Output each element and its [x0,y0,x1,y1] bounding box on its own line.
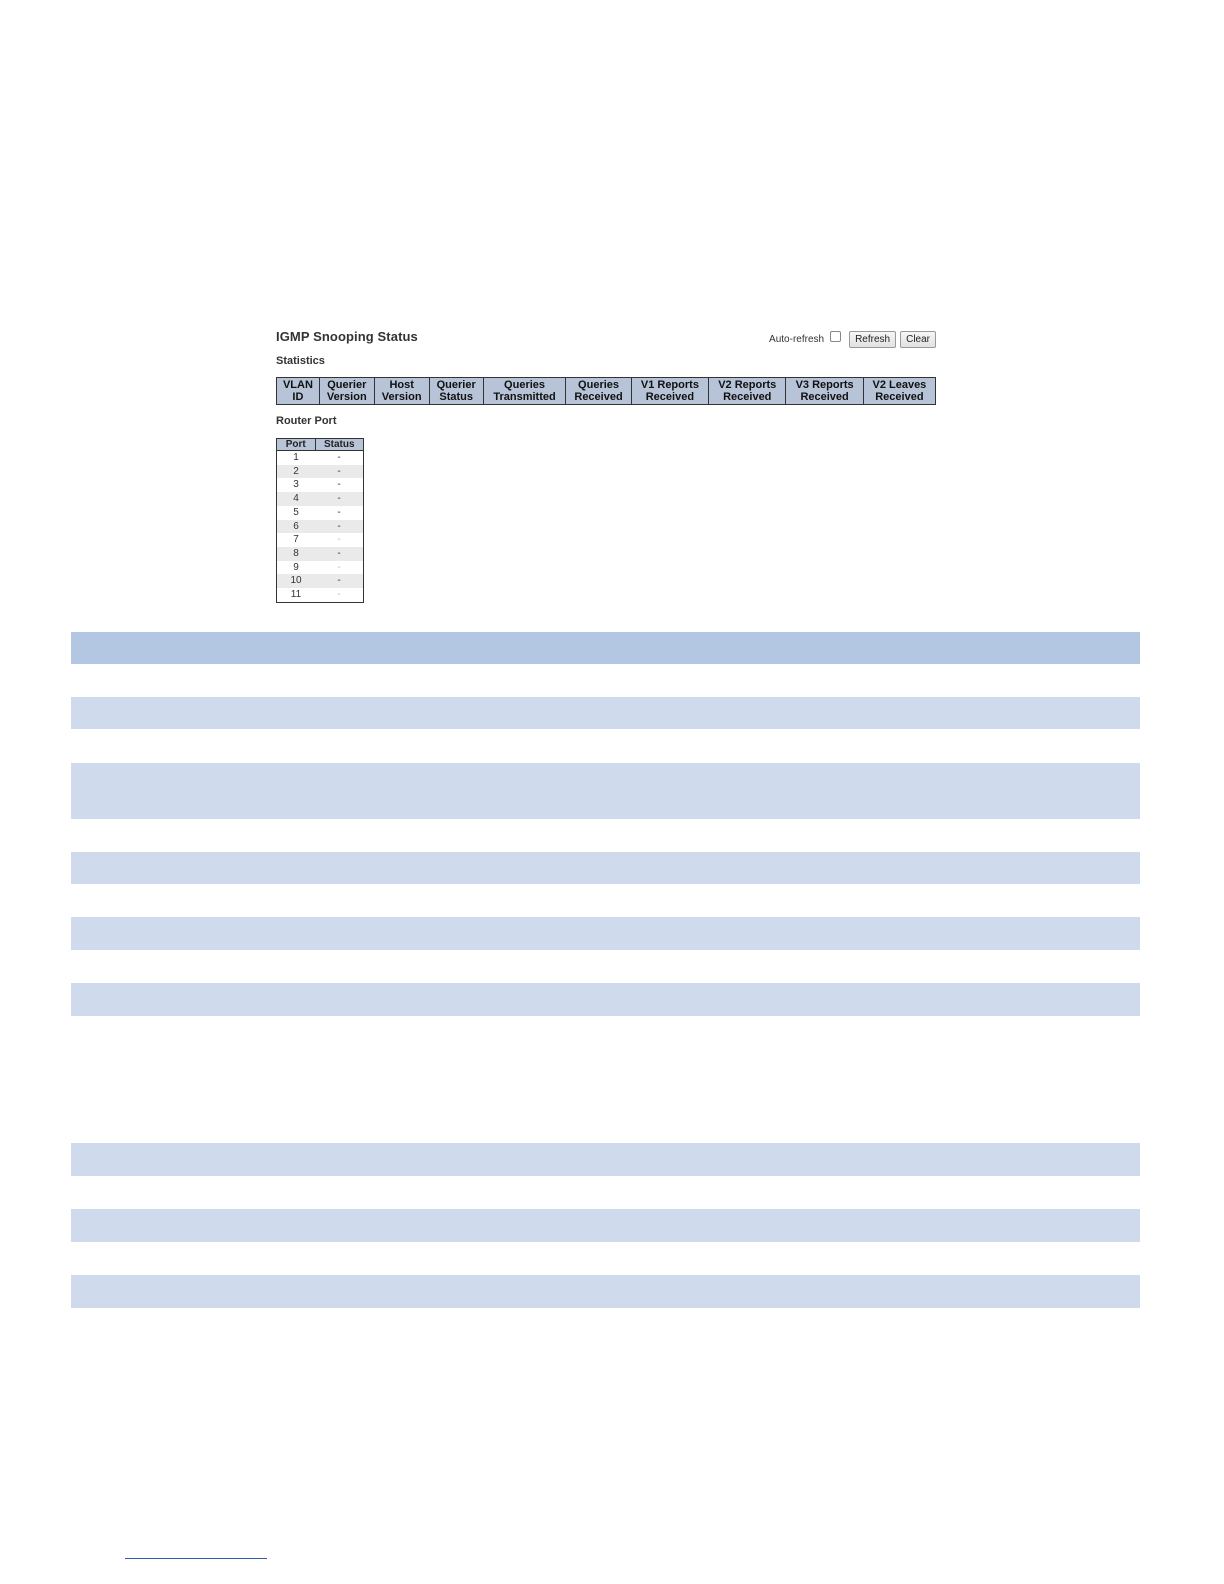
port-status: - [337,452,341,463]
stat-column-header [566,378,631,405]
stat-column-header [374,378,429,405]
stat-column-header [786,378,863,405]
table-row-band [71,983,1140,1016]
port-number: 10 [277,574,316,588]
port-status: - [315,492,364,506]
page-title: IGMP Snooping Status [276,329,418,344]
stat-column-header-line: Querier [327,379,367,391]
table-header-band [71,632,1140,664]
port-status: - [315,574,364,588]
router-port-table [276,438,364,603]
auto-refresh-label: Auto-refresh [769,334,825,345]
port-status: - [337,506,341,518]
port-number: 1 [293,452,299,463]
router-port-row [277,520,364,534]
stat-column-header [863,378,935,405]
stat-column-header-line: Received [574,391,623,403]
table-row-band [71,1209,1140,1242]
stat-column-header-line: Version [326,391,367,403]
stat-column-header [709,378,786,405]
port-status: - [315,520,364,534]
clear-button[interactable]: Clear [900,331,936,348]
stat-column-header [319,378,374,405]
port-status: - [315,547,364,561]
router-port-row [277,465,364,479]
stat-column-header-line: Received [875,391,924,403]
port-status: - [337,479,341,491]
port-status: - [337,589,341,601]
stat-column-header-line: VLAN [282,379,313,391]
stat-column-header-line: Received [800,391,849,403]
statistics-table [276,377,936,405]
router-port-header-row [277,439,364,451]
router-port-row [277,506,364,520]
auto-refresh-checkbox[interactable] [830,331,841,342]
router-port-row [277,574,364,588]
stat-column-header-line: Transmitted [493,391,556,403]
table-row-band [71,1143,1140,1176]
router-port-row [277,451,364,465]
port-number: 7 [293,534,299,546]
router-port-row [277,492,364,506]
table-row-band [71,917,1140,950]
stat-column-header-line: V2 Reports [718,379,777,391]
stat-column-header-line: Received [723,391,772,403]
router-port-heading: Router Port [276,415,337,427]
port-number: 9 [293,561,299,573]
table-row-band [71,1275,1140,1308]
port-number: 11 [290,589,302,601]
port-status: - [337,561,341,573]
stat-column-header-line: V3 Reports [795,379,854,391]
refresh-button[interactable]: Refresh [849,331,896,348]
table-row-band [71,697,1140,729]
router-port-rows [277,451,364,603]
port-number: 8 [277,547,316,561]
router-port-row [277,478,364,492]
port-number: 4 [277,492,316,506]
stat-column-header-line: Queries [504,379,546,391]
table-row-band [71,852,1140,884]
statistics-header-row [277,378,936,405]
router-port-row [277,533,364,547]
router-port-row [277,547,364,561]
stat-column-header-line: V1 Reports [640,379,699,391]
stat-column-header-line: ID [292,391,304,403]
router-port-row [277,588,364,602]
refresh-controls [769,331,936,348]
stat-column-header-line: Received [645,391,695,403]
port-number: 2 [277,465,316,479]
footnote-separator [125,1558,267,1559]
statistics-heading: Statistics [276,355,325,367]
port-number: 6 [277,520,316,534]
table-row-band [71,763,1140,819]
router-port-row [277,561,364,575]
port-number: 5 [293,506,299,518]
stat-column-header [483,378,566,405]
port-status: - [337,534,341,546]
column-header-port: Port [277,439,316,451]
stat-column-header-line: Queries [578,379,620,391]
stat-column-header [277,378,320,405]
stat-column-header [429,378,483,405]
stat-column-header-line: Version [381,391,422,403]
column-header-status: Status [315,439,364,451]
stat-column-header-line: Host [389,379,414,391]
stat-column-header [631,378,708,405]
port-status: - [315,465,364,479]
stat-column-header-line: Querier [436,379,476,391]
stat-column-header-line: V2 Leaves [872,379,927,391]
stat-column-header-line: Status [439,391,473,403]
port-number: 3 [293,479,299,491]
